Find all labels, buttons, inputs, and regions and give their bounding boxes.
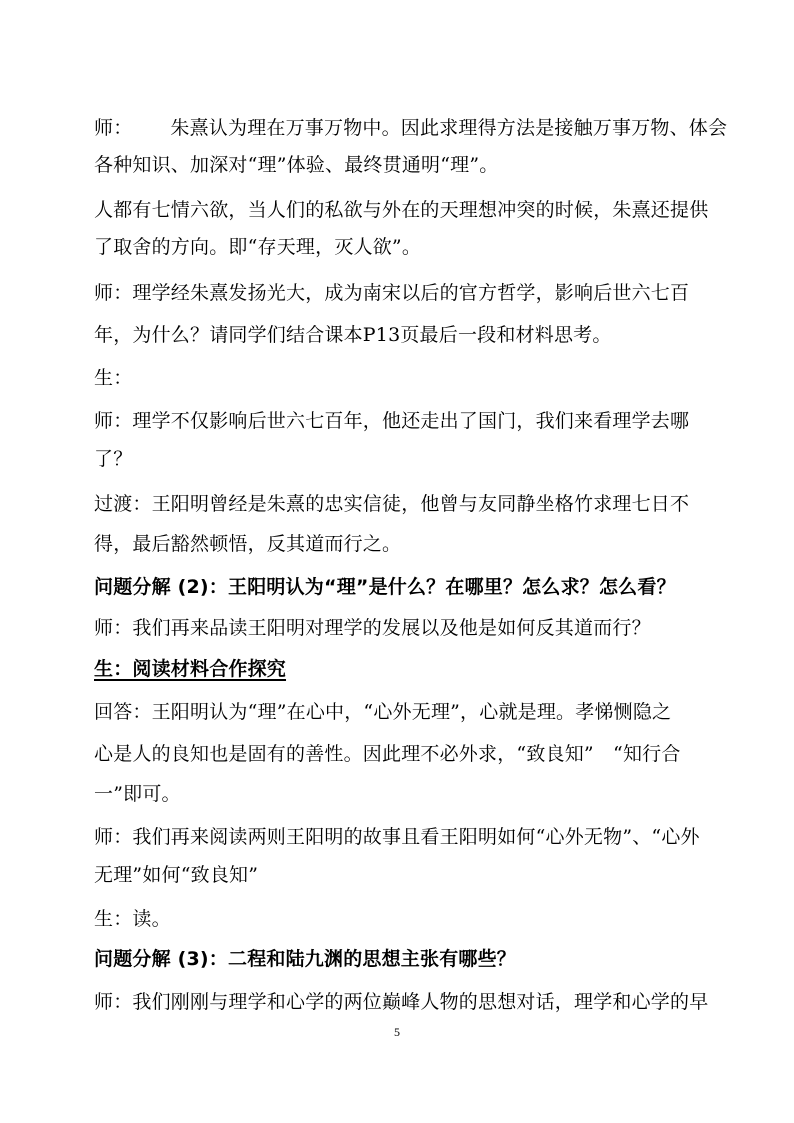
paragraph-line: 师：我们刚刚与理学和心学的两位巅峰人物的思想对话，理学和心学的早 bbox=[94, 991, 709, 1013]
paragraph-line: 了取舍的方向。即“存天理，灭人欲”。 bbox=[94, 236, 422, 258]
question-heading: 问题分解 (3)：二程和陆九渊的思想主张有哪些？ bbox=[94, 948, 517, 970]
paragraph-line: 年，为什么？请同学们结合课本P13页最后一段和材料思考。 bbox=[94, 324, 612, 346]
paragraph-line: 心是人的良知也是固有的善性。因此理不必外求，“致良知” “知行合 bbox=[94, 743, 681, 765]
paragraph-line: 了？ bbox=[94, 448, 133, 470]
paragraph-line bbox=[94, 116, 727, 140]
paragraph-line: 无理”如何“致良知” bbox=[94, 864, 259, 886]
question-heading: 问题分解 (2)：王阳明认为“理”是什么？在哪里？怎么求？怎么看？ bbox=[94, 576, 676, 598]
speaker-label: 师： bbox=[94, 117, 133, 139]
paragraph-line: 师：我们再来阅读两则王阳明的故事且看王阳明如何“心外无物”、“心外 bbox=[94, 826, 700, 848]
activity-heading: 生：阅读材料合作探究 bbox=[94, 658, 287, 680]
paragraph-line: 生： bbox=[94, 367, 133, 389]
page-number: 5 bbox=[394, 1025, 400, 1039]
paragraph-line: 一”即可。 bbox=[94, 783, 181, 805]
paragraph-line: 各种知识、加深对“理”体验、最终贯通明“理”。 bbox=[94, 154, 499, 176]
line-text: 朱熹认为理在万事万物中。因此求理得方法是接触万事万物、体会 bbox=[170, 117, 728, 139]
paragraph-line: 师：我们再来品读王阳明对理学的发展以及他是如何反其道而行？ bbox=[94, 617, 651, 639]
paragraph-line: 师：理学经朱熹发扬光大，成为南宋以后的官方哲学，影响后世六七百 bbox=[94, 282, 690, 304]
paragraph-line: 生：读。 bbox=[94, 908, 171, 930]
paragraph-line: 得，最后豁然顿悟，反其道而行之。 bbox=[94, 533, 402, 555]
paragraph-line: 过渡：王阳明曾经是朱熹的忠实信徒，他曾与友同静坐格竹求理七日不 bbox=[94, 493, 690, 515]
paragraph-line: 人都有七情六欲，当人们的私欲与外在的天理想冲突的时候，朱熹还提供 bbox=[94, 199, 709, 221]
paragraph-line: 师：理学不仅影响后世六七百年，他还走出了国门，我们来看理学去哪 bbox=[94, 410, 690, 432]
paragraph-line: 回答：王阳明认为“理”在心中，“心外无理”，心就是理。孝悌恻隐之 bbox=[94, 701, 672, 723]
